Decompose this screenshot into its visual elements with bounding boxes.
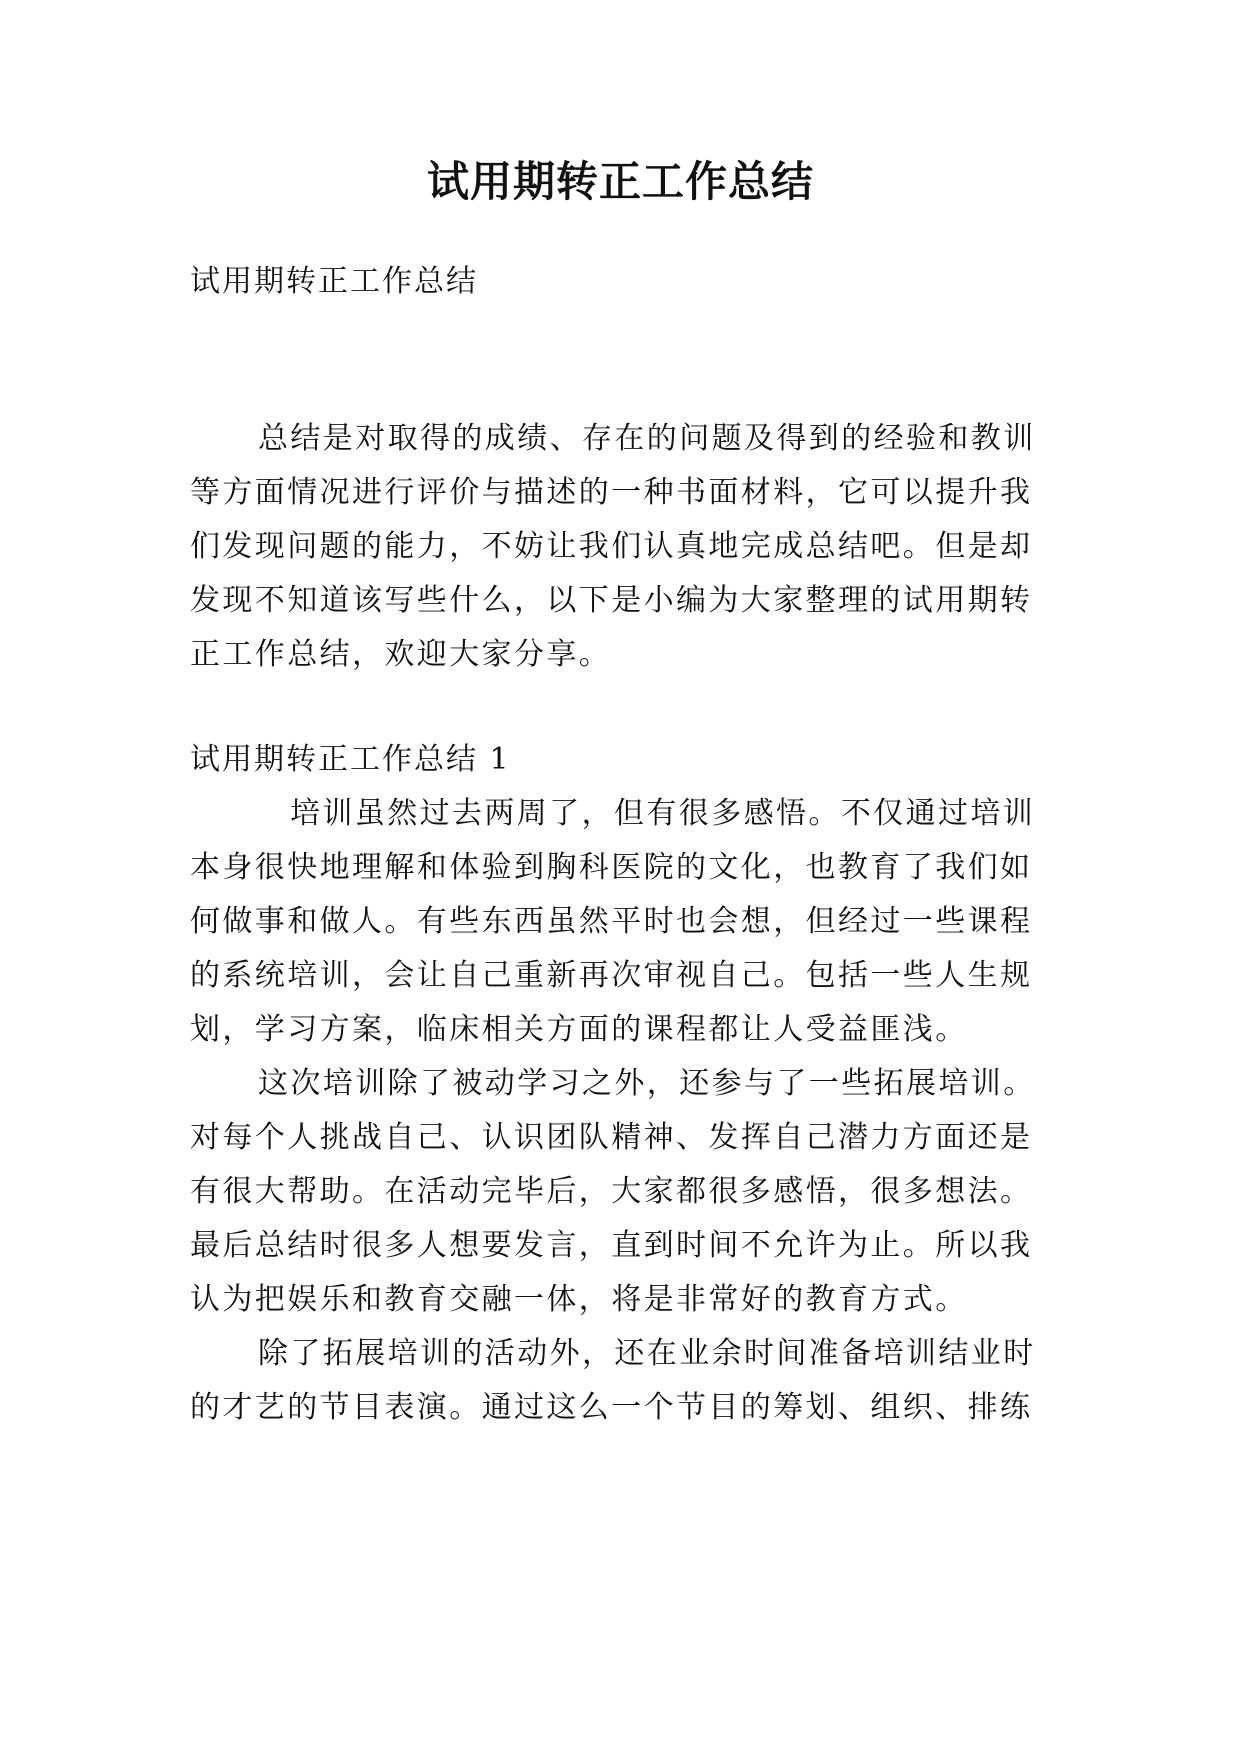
section-line-6: 这次培训除了被动学习之外，还参与了一些拓展培训。 (258, 1066, 1036, 1101)
section-line-4: 的系统培训，会让自己重新再次审视自己。包括一些人生规 (190, 958, 1033, 993)
document-subtitle: 试用期转正工作总结 (190, 264, 478, 299)
section-line-5: 划，学习方案，临床相关方面的课程都让人受益匪浅。 (190, 1012, 968, 1047)
intro-line-1: 总结是对取得的成绩、存在的问题及得到的经验和教训 (258, 421, 1036, 456)
section-line-1: 培训虽然过去两周了，但有很多感悟。不仅通过培训 (290, 796, 1036, 831)
intro-line-4: 发现不知道该写些什么，以下是小编为大家整理的试用期转 (190, 583, 1033, 618)
intro-line-5: 正工作总结，欢迎大家分享。 (190, 637, 612, 672)
document-title: 试用期转正工作总结 (426, 157, 814, 206)
section-line-8: 有很大帮助。在活动完毕后，大家都很多感悟，很多想法。 (190, 1174, 1033, 1209)
section-line-9: 最后总结时很多人想要发言，直到时间不允许为止。所以我 (190, 1228, 1033, 1263)
section-line-10: 认为把娱乐和教育交融一体，将是非常好的教育方式。 (190, 1282, 968, 1317)
section-line-11: 除了拓展培训的活动外，还在业余时间准备培训结业时 (258, 1336, 1036, 1371)
intro-line-3: 们发现问题的能力，不妨让我们认真地完成总结吧。但是却 (190, 529, 1033, 564)
intro-line-2: 等方面情况进行评价与描述的一种书面材料，它可以提升我 (190, 475, 1033, 510)
section-heading: 试用期转正工作总结 1 (190, 742, 511, 777)
section-line-3: 何做事和做人。有些东西虽然平时也会想，但经过一些课程 (190, 904, 1033, 939)
section-line-12: 的才艺的节目表演。通过这么一个节目的筹划、组织、排练 (190, 1390, 1033, 1425)
section-line-7: 对每个人挑战自己、认识团队精神、发挥自己潜力方面还是 (190, 1120, 1033, 1155)
section-line-2: 本身很快地理解和体验到胸科医院的文化，也教育了我们如 (190, 850, 1033, 885)
